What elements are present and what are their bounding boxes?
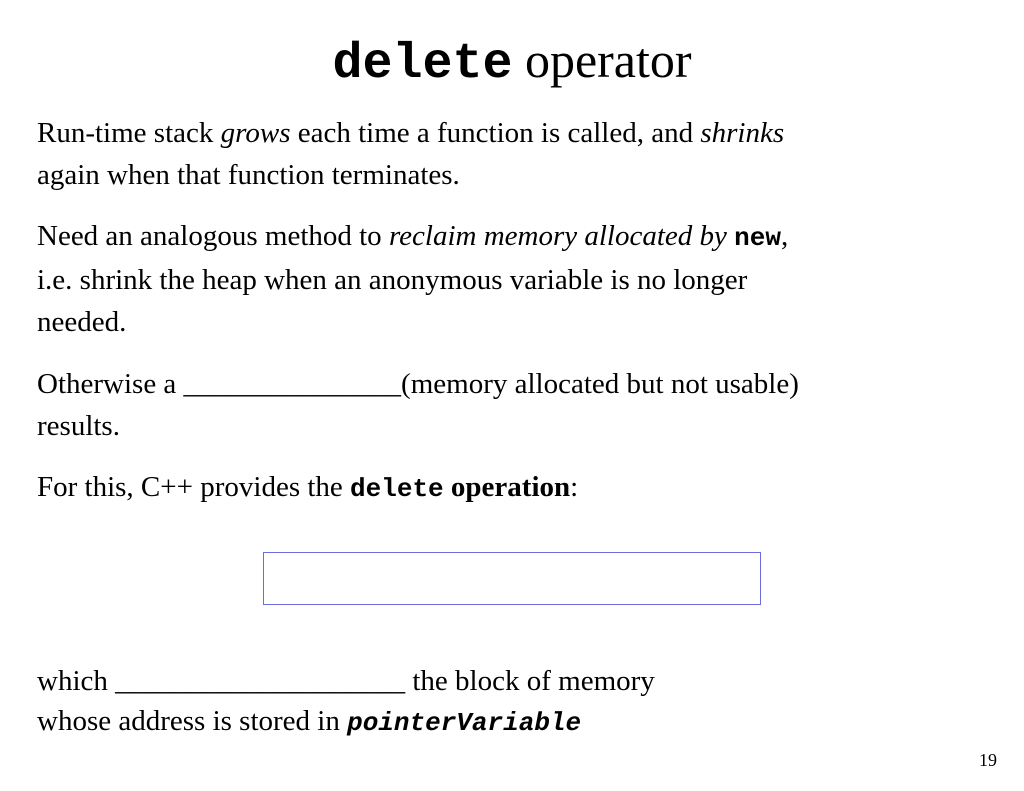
slide-title	[0, 28, 1024, 97]
emphasis-reclaim: reclaim memory allocated by	[388, 220, 727, 252]
emphasis-grows: grows	[220, 117, 291, 149]
bold-operation: operation	[450, 471, 571, 503]
emphasis-shrinks: shrinks	[700, 117, 785, 149]
text-span: each time a function is called, and	[290, 117, 701, 149]
paragraph-reclaim-memory	[37, 215, 977, 343]
paragraph-delete-operation	[37, 466, 977, 510]
page-number: 19	[979, 750, 997, 770]
paragraph-line	[37, 701, 977, 743]
text-span: For this, C++ provides the	[37, 471, 351, 503]
paragraph-line	[37, 466, 977, 510]
paragraph-line: i.e. shrink the heap when an anonymous variable is no longer	[37, 264, 748, 296]
paragraph-line: results.	[37, 410, 120, 442]
text-span: Need an analogous method to	[37, 220, 389, 252]
title-text: operator	[524, 32, 692, 88]
paragraph-line: which ____________________ the block of memory	[37, 665, 655, 697]
paragraph-line	[37, 112, 977, 154]
paragraph-line: Otherwise a _______________(memory allocated but not usable)	[37, 368, 799, 400]
paragraph-line: again when that function terminates.	[37, 159, 460, 191]
text-span: Run-time stack	[37, 117, 221, 149]
code-delete: delete	[350, 474, 444, 504]
text-span: whose address is stored in	[37, 705, 348, 737]
paragraph-otherwise	[37, 363, 977, 447]
paragraph-line	[37, 215, 977, 259]
text-span: ,	[780, 220, 789, 252]
title-code-keyword: delete	[332, 36, 513, 93]
code-pointer-variable: pointerVariable	[347, 708, 582, 738]
code-new: new	[734, 223, 781, 253]
paragraph-runtime-stack	[37, 112, 977, 196]
paragraph-which	[37, 661, 977, 743]
paragraph-line: needed.	[37, 306, 127, 338]
text-span: :	[570, 471, 579, 503]
blank-code-box	[263, 552, 761, 605]
